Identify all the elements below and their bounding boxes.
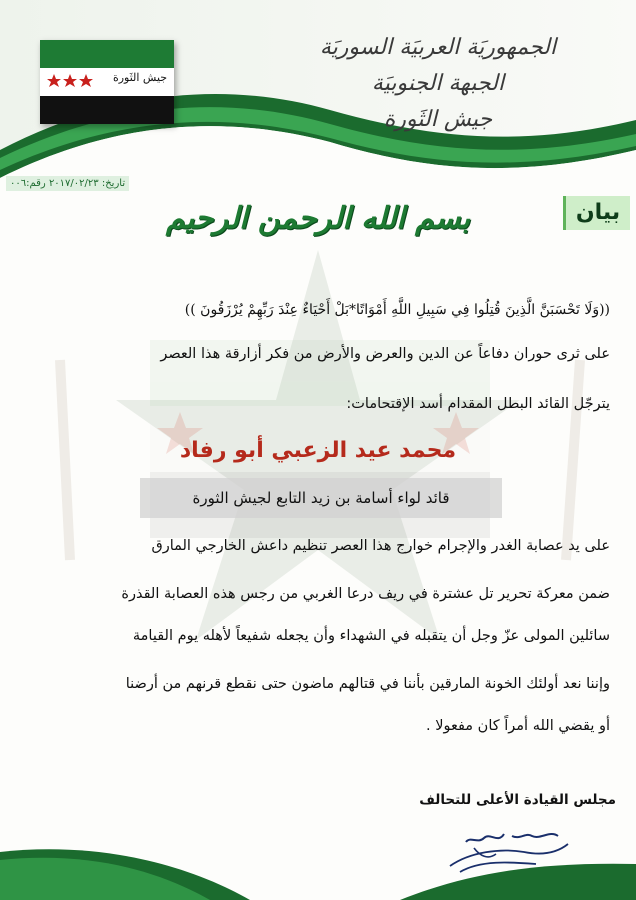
signoff-council: مجلس القيادة الأعلى للتحالف [419, 792, 616, 808]
statement-badge: بيان [563, 196, 630, 230]
flag-green-stripe [40, 40, 174, 68]
basmala-calligraphy: بسم الله الرحمن الرحيم [165, 201, 471, 236]
body-line-4: ضمن معركة تحرير تل عشترة في ريف درعا الغربي من رجس هذه العصابة القذرة [121, 586, 610, 602]
header-line-republic: الجمهوريَة العربيَة السوريَة [319, 35, 557, 60]
header-title-block [288, 30, 588, 138]
date-reference: تاريخ: ٢٠١٧/٠٢/٢٣ رقم:٠٠٦ [6, 176, 129, 191]
quran-verse: ((وَلَا تَحْسَبَنَّ الَّذِينَ قُتِلُوا فِي سَبِيلِ اللَّهِ أَمْوَاتًا*بَلْ أَحْيَاءٌ عِنْدَ رَبِّهِمْ يُرْزَقُونَ )) [184, 302, 610, 318]
flag-caption: جيش الثَورة [112, 71, 168, 84]
body-line-2: يترجّل القائد البطل المقدام أسد الإقتحامات: [346, 396, 610, 412]
handwritten-signature [440, 822, 576, 878]
body-line-1: على ثرى حوران دفاعاً عن الدين والعرض والأرض من فكر أزارقة هذا العصر [160, 346, 610, 362]
body-line-3: على يد عصابة الغدر والإجرام خوارج هذا العصر تنظيم داعش الخارجي المارق [151, 538, 610, 554]
martyr-role: قائد لواء أسامة بن زيد التابع لجيش الثورة [140, 478, 502, 518]
revolution-flag [40, 40, 174, 124]
header-line-army: جيش الثَورة [383, 107, 493, 132]
martyr-name: محمد عيد الزعبي أبو رفاد [179, 438, 457, 463]
header-line-front: الجبهة الجنوبيَة [371, 71, 505, 96]
flag-black-stripe [40, 96, 174, 124]
body-line-5: سائلين المولى عزّ وجل أن يتقبله في الشهداء وأن يجعله شفيعاً لأهله يوم القيامة [132, 628, 610, 644]
body-line-7: أو يقضي الله أمراً كان مفعولا . [426, 718, 610, 734]
body-line-6: وإننا نعد أولئك الخونة المارقين بأننا في قتالهم ماضون حتى نقطع قرنهم من أرضنا [125, 676, 610, 692]
